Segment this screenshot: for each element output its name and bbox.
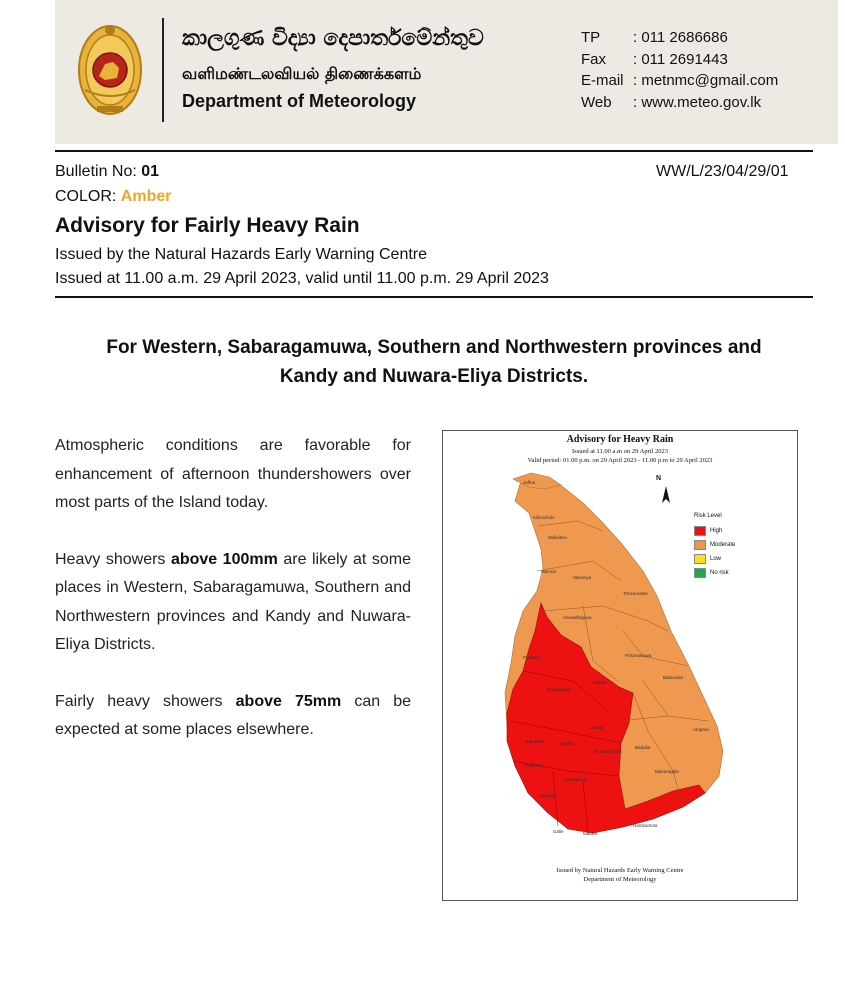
label-matale: Matale	[593, 680, 607, 685]
contact-phone: TP : 011 2686686	[581, 29, 728, 46]
map-title: Advisory for Heavy Rain	[566, 434, 674, 445]
legend-swatch-low	[694, 554, 706, 564]
label-kurunegala: Kurunegala	[547, 687, 571, 692]
bulletin-number: Bulletin No: 01	[55, 163, 160, 180]
label-moneragala: Moneragala	[655, 769, 679, 774]
legend-item-moderate: Moderate	[694, 538, 735, 552]
map-issued: Issued at 11.00 a.m on 29 April 2023	[572, 448, 668, 455]
paragraph-heavy-showers: Heavy showers above 100mm are likely at some places in Western, Sabaragamuwa, Southern and Northwestern provinces and Kandy and Nuwara-Eliya Districts.	[55, 550, 412, 653]
header-divider	[162, 18, 164, 122]
label-ratnapura: Ratnapura	[565, 777, 587, 782]
north-arrow-icon	[662, 486, 670, 503]
label-ampara: Ampara	[693, 727, 709, 732]
label-gampaha: Gampaha	[525, 739, 545, 744]
label-nuwara-eliya: Nuwara Eliya	[595, 749, 622, 754]
legend-swatch-moderate	[694, 540, 706, 550]
sri-lanka-map	[443, 431, 797, 900]
label-anuradhapura: Anuradhapura	[563, 615, 592, 620]
contact-fax: Fax : 011 2691443	[581, 50, 728, 68]
label-hambantota: Hambantota	[633, 823, 658, 828]
advisory-body	[55, 432, 411, 773]
contact-web[interactable]: Web : www.meteo.gov.lk	[581, 93, 762, 111]
label-kalutara: Kalutara	[539, 793, 556, 798]
national-emblem-icon	[75, 20, 145, 120]
department-name-sinhala: කාලගුණ විද්‍යා දෙපාර්තමේන්තුව	[182, 26, 484, 51]
contact-info	[581, 27, 778, 113]
label-mannar: Mannar	[541, 569, 557, 574]
legend-item-high: High	[694, 524, 735, 538]
bulletin-reference: WW/L/23/04/29/01	[656, 163, 789, 180]
affected-regions: For Western, Sabaragamuwa, Southern and Northwestern provinces and Kandy and Nuwara-Eliya Districts.	[106, 337, 762, 387]
label-jaffna: Jaffna	[523, 480, 536, 485]
color-value: Amber	[120, 188, 172, 205]
department-name-tamil: வளிமண்டலவியல் திணைக்களம்	[182, 64, 422, 83]
label-mullaitivu: Mullaitivu	[548, 535, 567, 540]
label-puttalam: Puttalam	[523, 655, 541, 660]
issued-at: Issued at 11.00 a.m. 29 April 2023, valid until 11.00 p.m. 29 April 2023	[55, 270, 549, 287]
label-batticaloa: Batticaloa	[663, 675, 683, 680]
legend-swatch-no-risk	[694, 568, 706, 578]
label-badulla: Badulla	[635, 745, 651, 750]
contact-email[interactable]: E-mail : metnmc@gmail.com	[581, 72, 779, 89]
label-vavuniya: Vavuniya	[573, 575, 592, 580]
legend-item-no-risk: No risk	[694, 566, 735, 580]
bulletin-color: COLOR: Amber	[55, 188, 172, 205]
legend-swatch-high	[694, 526, 706, 536]
map-footer-department: Department of Meteorology	[583, 876, 657, 883]
meta-rule	[55, 296, 813, 298]
label-matara: Matara	[583, 831, 598, 836]
issued-by: Issued by the Natural Hazards Early Warning Centre	[55, 246, 428, 263]
legend-item-low: Low	[694, 552, 735, 566]
label-colombo: Colombo	[525, 763, 544, 768]
map-legend	[694, 513, 735, 580]
letterhead	[55, 0, 838, 144]
label-kilinochchi: Kilinochchi	[533, 515, 555, 520]
legend-title: Risk Level	[694, 513, 722, 519]
label-trincomalee: Trincomalee	[623, 591, 648, 596]
label-kegalle: Kegalle	[559, 741, 575, 746]
risk-map	[442, 430, 798, 901]
paragraph-fairly-heavy: Fairly heavy showers above 75mm can be expected at some places elsewhere.	[55, 692, 412, 738]
north-label: N	[656, 475, 662, 482]
label-polonnaruwa: Polonnaruwa	[625, 653, 652, 658]
map-footer-issuer: Issued by Natural Hazards Early Warning Centre	[556, 867, 684, 874]
label-galle: Galle	[553, 829, 564, 834]
label-kandy: Kandy	[591, 725, 604, 730]
paragraph-conditions: Atmospheric conditions are favorable for enhancement of afternoon thundershowers over most parts of the Island today.	[55, 437, 411, 511]
header-rule	[55, 150, 813, 152]
department-name-english: Department of Meteorology	[182, 91, 417, 111]
advisory-title: Advisory for Fairly Heavy Rain	[55, 214, 360, 237]
map-valid-period: Valid period: 01.00 p.m. on 29 April 2023 - 11.00 p.m to 29 April 2023	[527, 457, 713, 464]
